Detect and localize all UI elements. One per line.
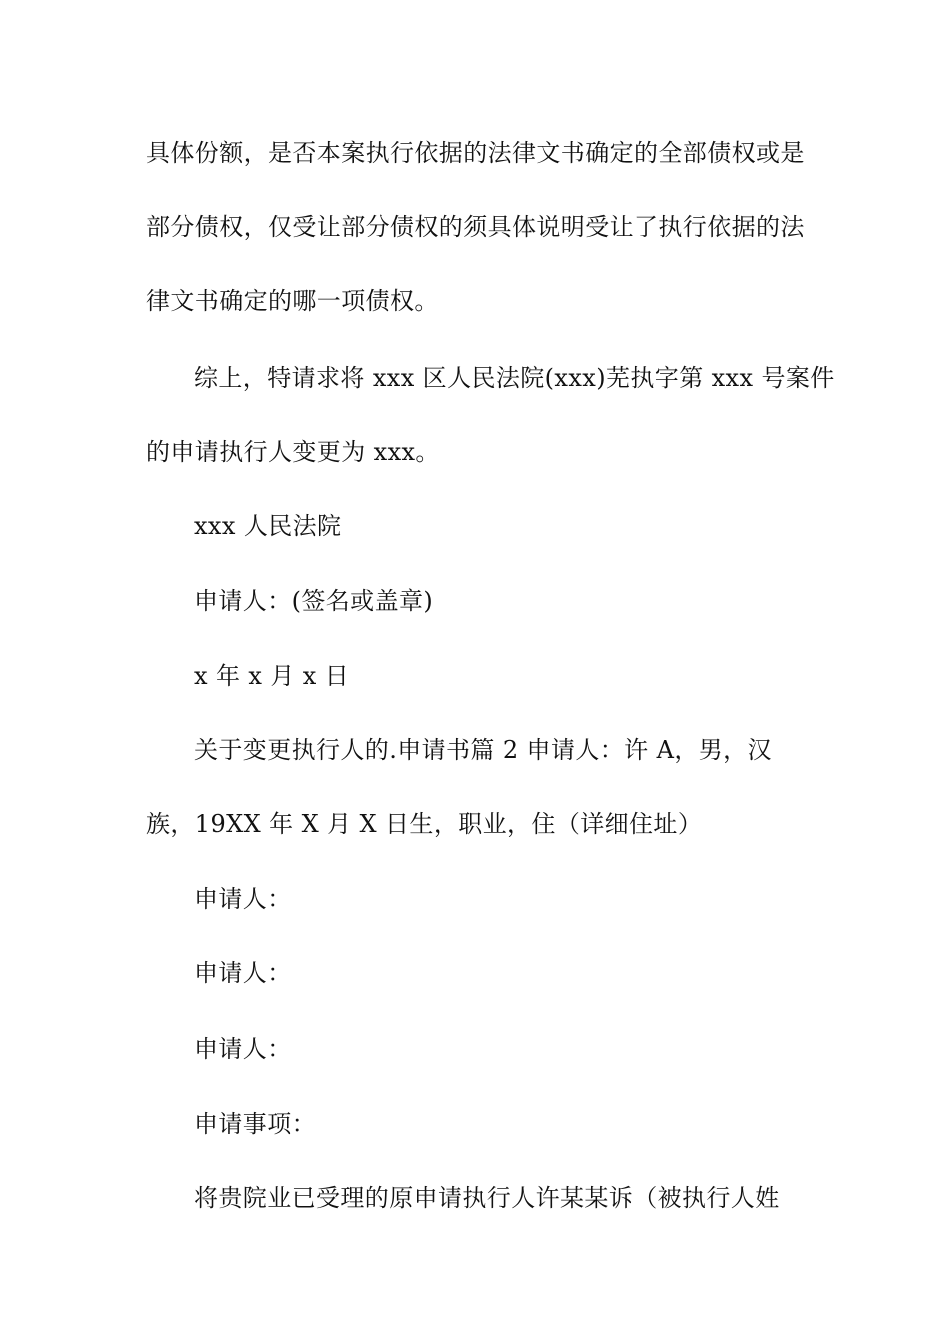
court-name: xxx 人民法院 <box>194 512 342 540</box>
application-matters-label: 申请事项： <box>194 1110 316 1138</box>
applicant-label-2: 申请人： <box>194 959 292 987</box>
applicant-label-1: 申请人： <box>194 885 292 913</box>
text-line-15: 将贵院业已受理的原申请执行人许某某诉（被执行人姓 <box>194 1184 780 1212</box>
applicant-label-3: 申请人： <box>194 1035 292 1063</box>
text-line-3: 律文书确定的哪一项债权。 <box>146 287 439 315</box>
text-line-5: 的申请执行人变更为 xxx。 <box>146 438 440 466</box>
text-line-4: 综上，特请求将 xxx 区人民法院(xxx)芜执字第 xxx 号案件 <box>194 364 835 392</box>
date-line: x 年 x 月 x 日 <box>194 662 350 690</box>
text-line-1: 具体份额，是否本案执行依据的法律文书确定的全部债权或是 <box>146 139 805 167</box>
text-line-10: 族，19XX 年 X 月 X 日生，职业，住（详细住址） <box>146 810 703 838</box>
text-line-2: 部分债权，仅受让部分债权的须具体说明受让了执行依据的法 <box>146 213 805 241</box>
applicant-signature: 申请人：(签名或盖章) <box>194 587 434 615</box>
text-line-9: 关于变更执行人的.申请书篇 2 申请人：许 A，男，汉 <box>194 736 772 764</box>
